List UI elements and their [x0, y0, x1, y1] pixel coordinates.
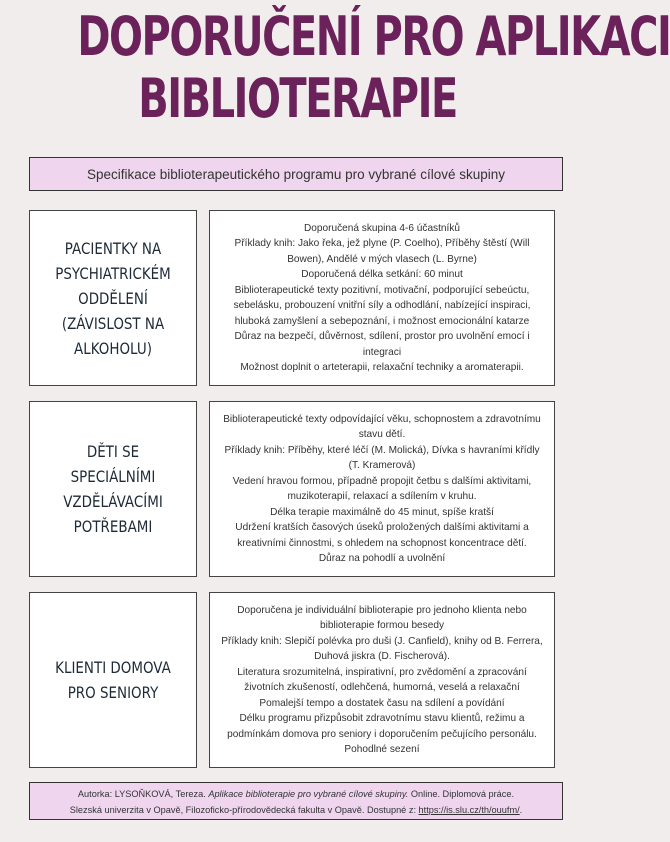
group-1-detail: Možnost doplnit o arteterapii, relaxační techniky a aromaterapii.	[240, 362, 524, 373]
group-2-detail: Udržení kratších časových úseků proložených dalšími aktivitami a kreativními činnostmi, s ohledem na schopnost koncentrace dětí.	[235, 522, 529, 549]
group-3-name: KLIENTI DOMOVA PRO SENIORY	[55, 658, 171, 702]
citation-institution: Slezská univerzita v Opavě, Filozoficko-přírodovědecká fakulta v Opavě. Dostupné z:	[69, 805, 419, 815]
citation-type: Online. Diplomová práce.	[408, 789, 515, 799]
group-1-detail: Důraz na bezpečí, důvěrnost, sdílení, prostor pro uvolnění emocí i integraci	[234, 331, 530, 358]
citation-work-title: Aplikace biblioterapie pro vybrané cílové skupiny.	[208, 789, 409, 799]
citation-link-suffix: .	[519, 805, 523, 815]
group-2-details	[210, 412, 554, 567]
group-3-detail: Literatura srozumitelná, inspirativní, pro zvědomění a zpracování životních zkušeností, odlehčená, humorná, veselá a relaxační	[237, 666, 527, 693]
citation-link[interactable]: https://is.slu.cz/th/ouufm/	[418, 805, 520, 815]
group-2-details-box	[209, 401, 555, 577]
title-line-1: DOPORUČENÍ PRO APLIKACI	[77, 5, 670, 68]
group-1-detail: Příklady knih: Jako řeka, jež plyne (P. Coelho), Příběhy štěstí (Will Bowen), Andělé v mých vlasech (L. Byrne)	[234, 238, 530, 265]
group-1-detail: Doporučená délka setkání: 60 minut	[301, 269, 463, 280]
citation-author: Autorka: LYSOŇKOVÁ, Tereza.	[77, 789, 209, 799]
group-3-name-box	[29, 592, 197, 768]
group-3-detail: Délku programu přizpůsobit zdravotnímu stavu klientů, režimu a podmínkám domova pro seniory i doporučením pečujícího personálu.	[227, 713, 537, 740]
citation-footer	[29, 782, 563, 820]
group-2-name-box	[29, 401, 197, 577]
group-3-detail: Pomalejší tempo a dostatek času na sdílení a povídání	[259, 697, 505, 709]
page-title	[77, 5, 670, 130]
group-2-name: DĚTI SE SPECIÁLNÍMI VZDĚLÁVACÍMI POTŘEBAMI	[63, 442, 163, 536]
group-1-detail: Doporučená skupina 4-6 účastníků	[304, 222, 460, 234]
citation-line-2	[30, 802, 562, 818]
group-3-details	[210, 603, 554, 758]
group-3-detail: Pohodlné sezení	[344, 744, 420, 755]
group-1-name-box	[29, 210, 197, 386]
group-1-details-box	[209, 210, 555, 386]
group-3-detail: Příklady knih: Slepičí polévka pro duši (J. Canfield), knihy od B. Ferrera, Duhová jiskra (D. Fischerová).	[221, 635, 543, 662]
group-2-detail: Biblioterapeutické texty odpovídající věku, schopnostem a zdravotnímu stavu dětí.	[223, 413, 541, 440]
group-3-detail: Doporučena je individuální biblioterapie pro jednoho klienta nebo biblioterapie formou besedy	[237, 604, 527, 631]
group-2-detail: Důraz na pohodlí a uvolnění	[318, 553, 446, 564]
subtitle-text: Specifikace biblioterapeutického programu pro vybrané cílové skupiny	[87, 166, 505, 182]
group-2-detail: Příklady knih: Příběhy, které léčí (M. Molická), Dívka s havraními křídly (T. Kramerová)	[224, 444, 540, 471]
group-2-detail: Vedení hravou formou, případně propojit četbu s dalšími aktivitami, muzikoterapií, relaxací a sdílením v kruhu.	[232, 475, 532, 502]
group-3-details-box	[209, 592, 555, 768]
group-1-details	[210, 221, 554, 376]
group-1-name: PACIENTKY NA PSYCHIATRICKÉM ODDĚLENÍ (ZÁVISLOST NA ALKOHOLU)	[55, 238, 171, 358]
group-1-detail: Biblioterapeutické texty pozitivní, motivační, podporující sebeúctu, sebelásku, probouzení vnitřní síly a odhodlání, nabízející inspiraci, hluboká zamyšlení a sebepoznání, i možnost emocionální katarze	[233, 284, 531, 327]
subtitle-banner	[29, 157, 563, 191]
citation-line-1	[30, 786, 562, 802]
group-2-detail: Délka terapie maximálně do 45 minut, spíše kratší	[270, 506, 494, 518]
title-line-2: BIBLIOTERAPIE	[138, 67, 457, 130]
